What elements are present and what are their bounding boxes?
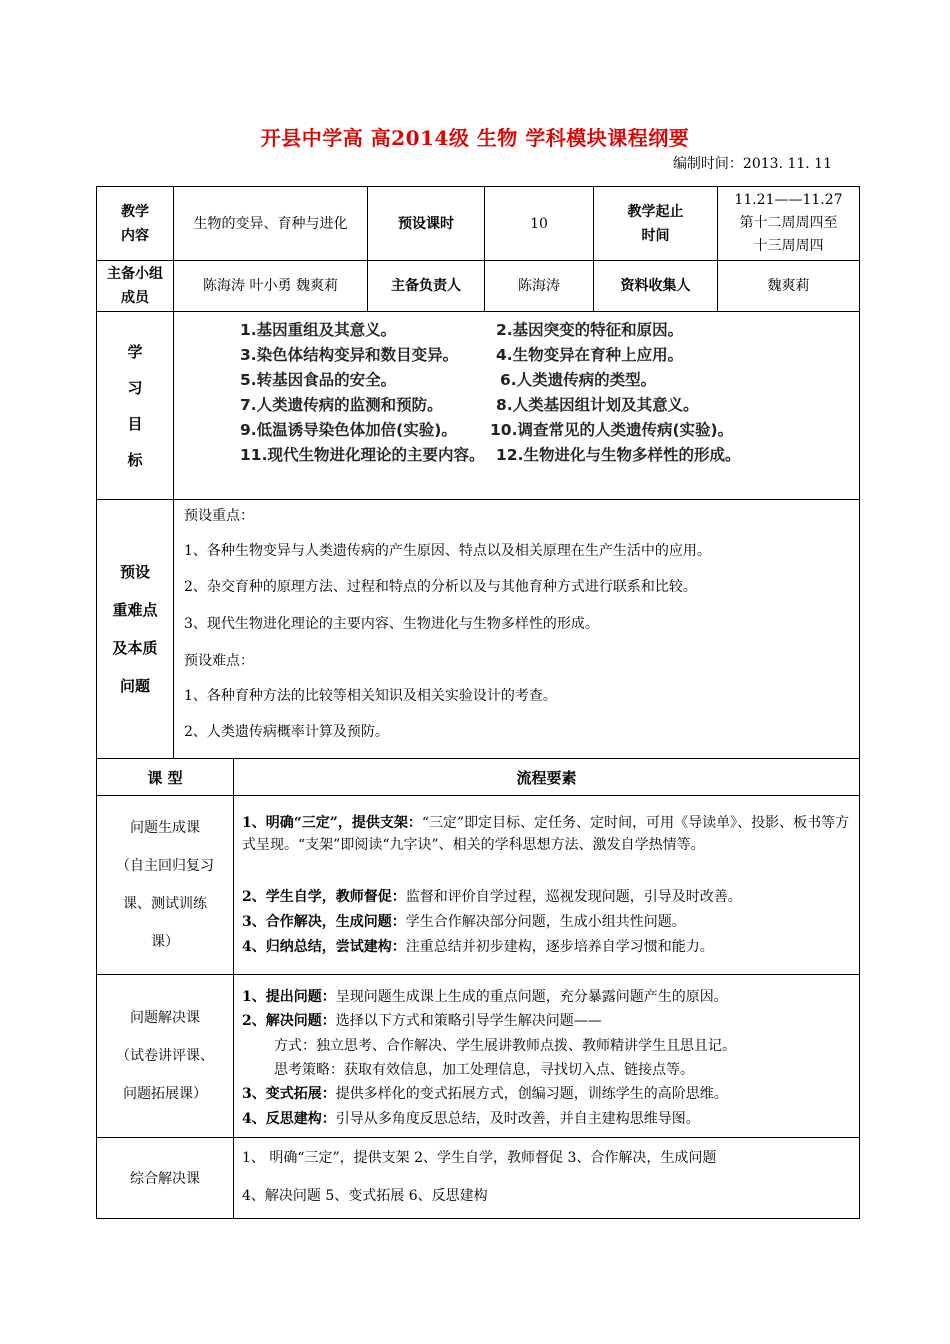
goal-item: 9.低温诱导染色体加倍(实验)。: [240, 421, 457, 439]
key-point: 1、各种生物变异与人类遗传病的产生原因、特点以及相关原理在生产生活中的应用。: [184, 543, 711, 559]
lesson3-line1: 1、 明确“三定”，提供支架 2、学生自学，教师督促 3、合作解决，生成问题: [242, 1150, 717, 1166]
lesson2-flow: [233, 974, 860, 1138]
goal-item: 10.调查常见的人类遗传病(实验)。: [490, 421, 734, 439]
page-title: 开县中学高 高2014级 生物 学科模块课程纲要: [260, 126, 690, 150]
lesson-type-problem-generation: 问题生成课 （自主回归复习 课、测试训练 课）: [96, 795, 234, 975]
preset-hours-value: 10: [484, 186, 594, 261]
lesson1-step2: 2、学生自学，教师督促：监督和评价自学过程，巡视发现问题，引导及时改善。: [242, 889, 742, 905]
lesson3-flow: [233, 1137, 860, 1219]
goal-item: 7.人类遗传病的监测和预防。: [240, 396, 443, 414]
key-point: 3、现代生物进化理论的主要内容、生物进化与生物多样性的形成。: [184, 616, 599, 632]
lesson1-flow: [233, 795, 860, 975]
members-value: 陈海涛 叶小勇 魏爽莉: [173, 260, 368, 312]
members-label: 主备小组成员: [96, 260, 174, 312]
lesson2-step4: 4、反思建构：引导从多角度反思总结，及时改善，并自主建构思维导图。: [242, 1111, 700, 1127]
goal-item: 12.生物进化与生物多样性的形成。: [496, 446, 741, 464]
lesson-type-problem-solving: 问题解决课 （试卷讲评课、 问题拓展课）: [96, 974, 234, 1138]
difficult-point: 2、人类遗传病概率计算及预防。: [184, 724, 389, 740]
teaching-period-value: 11.21——11.27 第十二周周四至 十三周周四: [717, 186, 860, 261]
lesson-type-header: 课 型: [96, 758, 234, 796]
lesson1-step1: 1、明确“三定”，提供支架：“三定”即定目标、定任务、定时间，可用《导读单》、投影、板书等方式呈现。“支架”即阅读“九字诀”、相关的学科思想方法、激发自学热情等。: [242, 815, 850, 853]
leader-value: 陈海涛: [484, 260, 594, 312]
lesson2-step3: 3、变式拓展：提供多样化的变式拓展方式，创编习题，训练学生的高阶思维。: [242, 1086, 728, 1102]
teaching-content-label: 教学内容: [96, 186, 174, 261]
goal-item: 3.染色体结构变异和数目变异。: [240, 346, 459, 364]
lesson2-step2-methods: 方式：独立思考、合作解决、学生展讲教师点拨、教师精讲学生且思且记。: [274, 1038, 736, 1054]
goals-label: 学 习 目 标: [96, 311, 174, 500]
lesson2-step1: 1、提出问题：呈现问题生成课上生成的重点问题，充分暴露问题产生的原因。: [242, 989, 728, 1005]
goal-item: 11.现代生物进化理论的主要内容。: [240, 446, 485, 464]
difficult-points-heading: 预设难点：: [184, 653, 254, 669]
lesson2-step2: 2、解决问题：选择以下方式和策略引导学生解决问题——: [242, 1013, 602, 1029]
goals-content: [173, 311, 860, 500]
lesson1-step3: 3、合作解决，生成问题：学生合作解决部分问题，生成小组共性问题。: [242, 914, 686, 930]
key-points-heading: 预设重点：: [184, 508, 254, 524]
goal-item: 5.转基因食品的安全。: [240, 371, 397, 389]
difficulty-label: 预设 重难点 及本质 问题: [96, 499, 174, 759]
leader-label: 主备负责人: [367, 260, 485, 312]
key-point: 2、杂交育种的原理方法、过程和特点的分析以及与其他育种方式进行联系和比较。: [184, 579, 697, 595]
goal-item: 8.人类基因组计划及其意义。: [496, 396, 699, 414]
goal-item: 6.人类遗传病的类型。: [500, 371, 657, 389]
goal-item: 2.基因突变的特征和原因。: [496, 321, 684, 339]
compile-date: 编制时间：2013. 11. 11: [672, 156, 832, 172]
teaching-content-value: 生物的变异、育种与进化: [173, 186, 368, 261]
goal-item: 1.基因重组及其意义。: [240, 321, 397, 339]
teaching-period-label: 教学起止时间: [593, 186, 718, 261]
lesson-type-comprehensive: 综合解决课: [96, 1137, 234, 1219]
goal-item: 4.生物变异在育种上应用。: [496, 346, 684, 364]
difficulty-content: [173, 499, 860, 759]
flow-elements-header: 流程要素: [233, 758, 860, 796]
collector-value: 魏爽莉: [717, 260, 860, 312]
lesson2-step2-strategies: 思考策略：获取有效信息，加工处理信息，寻找切入点、链接点等。: [274, 1062, 694, 1078]
difficult-point: 1、各种育种方法的比较等相关知识及相关实验设计的考查。: [184, 688, 557, 704]
lesson1-step4: 4、归纳总结，尝试建构：注重总结并初步建构，逐步培养自学习惯和能力。: [242, 939, 714, 955]
collector-label: 资料收集人: [593, 260, 718, 312]
preset-hours-label: 预设课时: [367, 186, 485, 261]
lesson3-line2: 4、解决问题 5、变式拓展 6、反思建构: [242, 1188, 488, 1204]
